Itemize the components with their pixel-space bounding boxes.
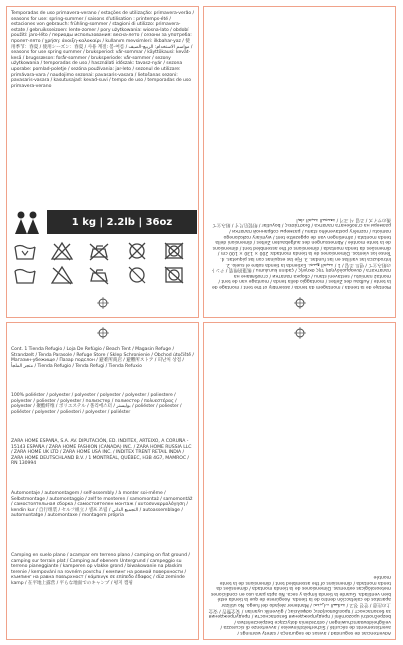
care-symbols xyxy=(13,241,193,285)
tumble-dry-icon xyxy=(162,265,186,285)
composition-text: 100% poliéster / polyester / polyester / polyester / polyester / poliestere / polyester / poliester / polyester / полиэстер / полиестер / πολυεστέρας / polyester / 聚酯纤维 / ポリエステル / 폴리에스터 / بوليستر / poliéster / poliester / poliéster / polyester / poliesteri / polyester / poliéster xyxy=(11,393,182,415)
weight-badge: 1 kg | 2.2lb | 36oz xyxy=(47,210,197,234)
self-assembly-text: Automontaje / automontagem / self-assembly / à monter soi-même / Selbstmontage / automontaggio / zelf te monteren / samomontaż / samomontáž / самостоятельная сборка / самостоятелен монтаж / αυτοσυναρμολόγηση / kendin kur / 自行组装 / セルフ組立 / 셀프 조립 / التجميع الذاتي / autoassemblage / automuntatge / automontaxe / montagem própria xyxy=(11,491,193,519)
label-panel-top-left xyxy=(6,6,199,318)
no-dry-clean-icon xyxy=(125,241,149,261)
wash-tub-icon xyxy=(13,265,37,285)
registration-mark-icon xyxy=(294,327,306,339)
no-bleach-icon xyxy=(50,241,74,261)
safety-warnings-text: Advertencias de seguridad / avisos de segurança / safety warnings / avertissements de sécurité / Sicherheitshinweise / avvertenze di sicurezza / veiligheidswaarschuwingen / ostrzeżenia dotyczące bezpieczeństwa / bezpečnostní upozornění / предупреждения безопасности / предупреждения за безопасност / προειδοποιήσεις ασφαλείας / güvenlik uyarıları / 安全警告 / 安全上の注意 / 안전 경고 / تحذيرات السلامة / Mantener alejado del fuego. No utilizar aparatos de calefacción dentro de la tienda. Asegúrese de que la tienda esté bien ventilada. Guarde la tienda limpia y seca. No apta para uso en condiciones meteorológicas extremas. Dimensiones de la tienda montada / dimensões da tenda montada / dimensions of the assembled tent / dimensions de la tente montée xyxy=(208,574,391,635)
content-header-text: Cont. 1 Tienda Refugio / Loja De Refúgio / Beach Tent / Magasin Refuge / Strandzelt / Tenda Parasole / Refuge Store / Sklep Schronienie / Obchod útočiště / Магазин-убежище / Пазар подслон / 避难所商店 / 避難所ストア / 피난처 상점 / متجر الملجأ / Tienda Refugio / Tenda Refugi / Tienda Refuxio xyxy=(11,347,194,369)
two-persons-icon xyxy=(11,210,43,234)
hand-wash-icon xyxy=(13,241,37,261)
weight-row xyxy=(11,210,197,234)
seasons-text: Temporadas de uso primavera-verano / estações de utilização: primavera-verão / seasons for use: spring-summer / saisons d'utilisation : printemps-été / estaciones von gebrauch: frühling-sommer / stagioni di utilizzo: primavera-estate / gebruiksseizoen: lente-zomer / pory użytkowania: wiosna-lato / období použití: jaro-léto / периоды использования: весна-лето / сезони за употреба: пролет-лято / χρήση: άνοιξη-καλοκαίρι / kullanım mevsimleri: ilkbahar-yaz / 使用季节：春夏 / 使用シーズン：春夏 / 사용 계절: 봄-여름 / مواسم الاستخدام: الربيع-الصيف / seasons for use spring summer / bruksperiod: vår-sommar / käyttökausi: kevät-kesä / brugssæson: forår-sommer / bruksperiode: vår-sommer / sezony użytkowania / temporadas de uso / használati időszak: tavasz-nyár / sezona uporabe: pomlad-poletje / sezóna používania: jar-leto / sezonul de utilizare: primăvara-vara / naudojimo sezonai: pavasaris-vasara / lietošanas sezoni: pavasaris-vasara / kasutusajad: kevad-suvi / tempo de uso / temporadas de uso primavera-verano xyxy=(11,11,195,89)
no-iron-icon xyxy=(87,241,111,261)
bleach-triangle-icon xyxy=(50,265,74,285)
assembly-text: Montaje de la tienda / montagem da tenda / assembly of the tent / montage de la tente / Aufbau des Zeltes / montaggio della tenda / montage van de tent / montaż namiotu / sestavení stanu / сборка палатки / сглобяване на палатката / συναρμολόγηση της σκηνής / çadırın kurulumu / 帐篷的组装 / テントの組み立て / 텐트 조립 / تجميع الخيمة / 1. Extienda la tienda sobre el suelo. 2. Introduzca las varillas en las fundas. 3. Fije las esquinas con las piquetas. 4. Tense los vientos. Dimensiones de la tienda montada: 200 × 130 × 100 cm / dimensões da tenda montada / dimensions of the assembled tent / dimensions de la tente montée / Abmessungen des aufgebauten Zeltes / dimensioni della tenda montata / afmetingen van de opgezette tent / wymiary rozłożonego namiotu / rozměry postaveného stanu / размеры собранной палатки / размери на сглобената палатка / διαστάσεις / boyutlar / 组装后尺寸 / 組み立て後のサイズ / 조립 시 크기 / أبعاد الخيمة المجمعة xyxy=(211,216,391,289)
dry-clean-icon xyxy=(125,265,149,285)
registration-mark-icon xyxy=(97,327,109,339)
registration-mark-icon xyxy=(294,297,306,309)
label-panel-bottom-right xyxy=(203,322,396,640)
label-panel-top-right xyxy=(203,6,396,318)
no-tumble-dry-icon xyxy=(162,241,186,261)
camping-text: Camping en suelo plano / acampar em terreno plano / camping on flat ground / camping sur terrain plat / Camping auf ebenem Untergrund / campeggio su terreno pianeggiante / kamperen op vlakke grond / biwakowanie na płaskim terenie / kempování na rovném povrchu / кемпинг на ровной поверхности / къмпинг на равна повърхност / κάμπινγκ σε επίπεδο έδαφος / düz zeminde kamp / 在平地上露营 / 平らな地面でのキャンプ / 평지 캠핑 xyxy=(11,553,190,586)
label-panel-bottom-left xyxy=(6,322,199,640)
registration-mark-icon xyxy=(97,297,109,309)
iron-icon xyxy=(87,265,111,285)
manufacturer-address-text: ZARA HOME ESPAÑA, S.A. AV. DIPUTACIÓN, ED. INDITEX, ARTEIXO, A CORUÑA - 15143 ESPAÑA / ZARA HOME FASHION (CANADA) INC. / ZARA HOME RUSSIA LLC / ZARA HOME UK LTD / ZARA HOME USA INC. / INDITEX TRENT RETAIL INDIA / ZARA HOME DEUTSCHLAND B.V. / 1 MONTRÉAL, QUÉBEC, H3B 4G7, MAMROC / RN 130994 xyxy=(11,439,192,467)
